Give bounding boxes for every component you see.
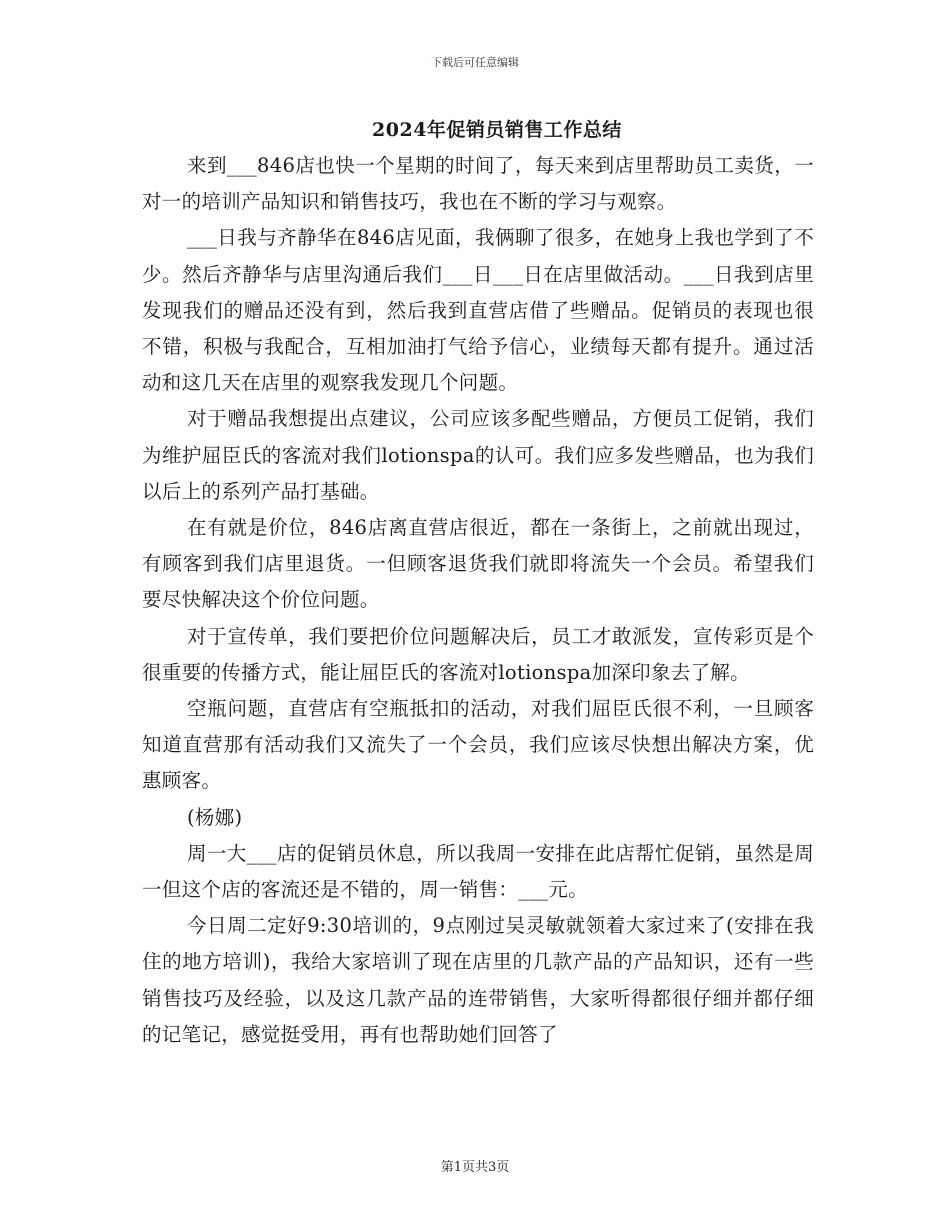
page-number: 第1页共3页: [440, 1160, 510, 1175]
paragraph: 对于赠品我想提出点建议，公司应该多配些赠品，方便员工促销，我们为维护屈臣氏的客流对我们lotionspa的认可。我们应多发些赠品，也为我们以后上的系列产品打基础。: [142, 407, 814, 503]
header-note: 下载后可任意编辑: [431, 56, 519, 69]
document-title: 2024年促销员销售工作总结: [372, 119, 622, 141]
paragraph: ___日我与齐静华在846店见面，我俩聊了很多，在她身上我也学到了不少。然后齐静华与店里沟通后我们___日___日在店里做活动。___日我到店里发现我们的赠品还没有到，然后我到直营店借了些赠品。促销员的表现也很不错，积极与我配合，互相加油打气给予信心，业绩每天都有提升。通过活动和这几天在店里的观察我发现几个问题。: [142, 226, 814, 395]
paragraph: 今日周二定好9:30培训的，9点刚过吴灵敏就领着大家过来了(安排在我住的地方培训)，我给大家培训了现在店里的几款产品的产品知识，还有一些销售技巧及经验，以及这几款产品的连带销售，大家听得都很仔细并都仔细的记笔记，感觉挺受用，再有也帮助她们回答了: [142, 914, 814, 1046]
paragraph: 周一大___店的促销员休息，所以我周一安排在此店帮忙促销，虽然是周一但这个店的客流还是不错的，周一销售：___元。: [142, 841, 814, 902]
document-body: [142, 148, 814, 1053]
paragraph: 空瓶问题，直营店有空瓶抵扣的活动，对我们屈臣氏很不利，一旦顾客知道直营那有活动我们又流失了一个会员，我们应该尽快想出解决方案，优惠顾客。: [142, 697, 814, 793]
paragraph: 在有就是价位，846店离直营店很近，都在一条街上，之前就出现过，有顾客到我们店里退货。一但顾客退货我们就即将流失一个会员。希望我们要尽快解决这个价位问题。: [142, 516, 814, 612]
paragraph: 对于宣传单，我们要把价位问题解决后，员工才敢派发，宣传彩页是个很重要的传播方式，能让屈臣氏的客流对lotionspa加深印象去了解。: [142, 624, 814, 684]
paragraph-author: (杨娜): [187, 805, 243, 829]
paragraph: 来到___846店也快一个星期的时间了，每天来到店里帮助员工卖货，一对一的培训产品知识和销售技巧，我也在不断的学习与观察。: [142, 154, 814, 214]
